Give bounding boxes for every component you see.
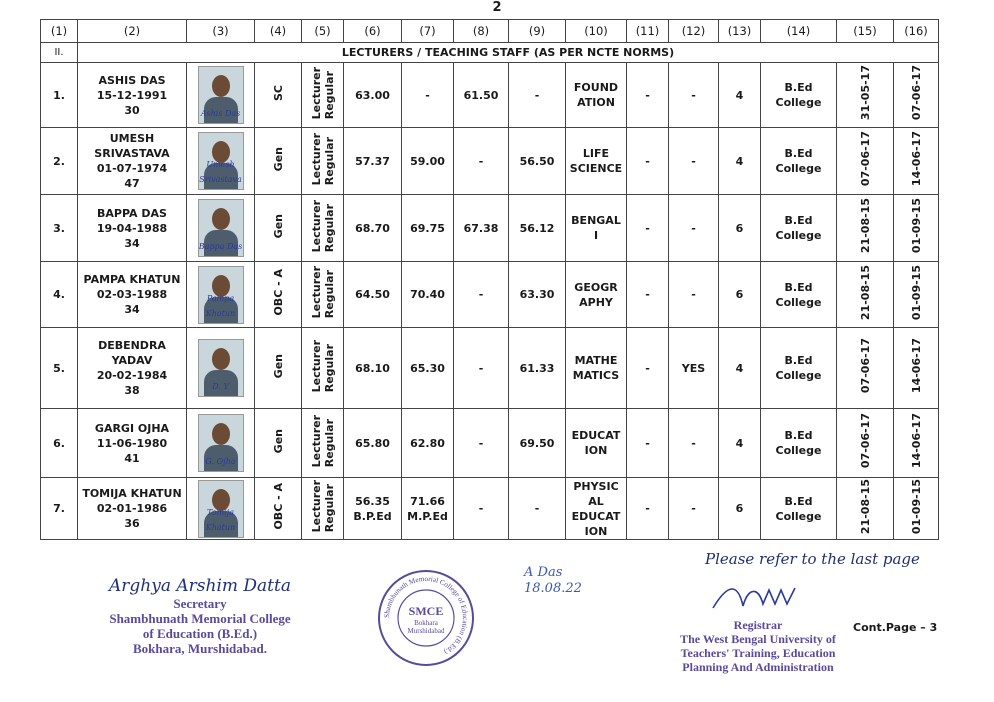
col16-cell bbox=[894, 409, 939, 478]
designation-line2: Regular bbox=[322, 136, 336, 186]
col13-cell: 6 bbox=[719, 262, 761, 328]
col9-cell: 63.30 bbox=[509, 262, 566, 328]
col11-cell: - bbox=[627, 195, 669, 262]
col7-cell bbox=[402, 409, 454, 478]
category-cell bbox=[255, 409, 302, 478]
col15-cell bbox=[837, 409, 894, 478]
subject-cell: GEOGR APHY bbox=[566, 262, 627, 328]
col8-cell: 61.50 bbox=[454, 63, 509, 128]
date-of-birth: 02-01-1986 bbox=[96, 502, 168, 515]
staff-photo bbox=[198, 199, 244, 257]
col15-cell bbox=[837, 128, 894, 195]
category-cell bbox=[255, 262, 302, 328]
col15-cell bbox=[837, 328, 894, 409]
col16-date: 01-09-15 bbox=[909, 198, 923, 254]
category: OBC - A bbox=[271, 483, 285, 530]
col8-cell: - bbox=[454, 128, 509, 195]
seal-line2: Bokhara bbox=[414, 619, 438, 627]
col16-date: 01-09-15 bbox=[909, 478, 923, 535]
page-number: 2 bbox=[492, 0, 502, 15]
col15-cell bbox=[837, 262, 894, 328]
secretary-signature-block bbox=[100, 576, 300, 656]
section-title: LECTURERS / TEACHING STAFF (AS PER NCTE NORMS) bbox=[78, 43, 939, 63]
seal-line3: Murshidabad bbox=[407, 627, 445, 635]
col14-line1: B.Ed bbox=[784, 214, 813, 227]
col12-cell: - bbox=[669, 128, 719, 195]
col9-cell: 61.33 bbox=[509, 328, 566, 409]
col16-date: 07-06-17 bbox=[909, 65, 923, 121]
photo-signature: Bappa Das bbox=[198, 242, 243, 251]
col6-cell bbox=[344, 478, 402, 540]
column-header: (14) bbox=[761, 20, 837, 43]
handwritten-initials-date bbox=[524, 565, 582, 597]
col8-cell: - bbox=[454, 262, 509, 328]
photo-signature: D. Y bbox=[212, 382, 229, 391]
photo-signature: Pampa Khatun bbox=[205, 293, 236, 318]
col7-cell bbox=[402, 478, 454, 540]
designation-cell bbox=[302, 63, 344, 128]
col13-cell: 6 bbox=[719, 478, 761, 540]
name-cell bbox=[78, 63, 187, 128]
staff-table bbox=[40, 19, 939, 540]
category: Gen bbox=[271, 353, 285, 379]
column-header-row bbox=[41, 20, 939, 43]
column-header: (11) bbox=[627, 20, 669, 43]
col13-cell: 4 bbox=[719, 328, 761, 409]
col9-cell: 56.50 bbox=[509, 128, 566, 195]
column-header: (12) bbox=[669, 20, 719, 43]
col14-line1: B.Ed bbox=[784, 429, 813, 442]
col11-cell: - bbox=[627, 63, 669, 128]
photo-cell bbox=[187, 478, 255, 540]
photo-cell bbox=[187, 328, 255, 409]
staff-name: BAPPA DAS bbox=[97, 206, 167, 220]
col12-cell: - bbox=[669, 262, 719, 328]
col14-line1: B.Ed bbox=[784, 81, 813, 94]
subject-cell: MATHE MATICS bbox=[566, 328, 627, 409]
name-cell bbox=[78, 328, 187, 409]
col9-cell: 56.12 bbox=[509, 195, 566, 262]
table-row bbox=[41, 409, 939, 478]
staff-name: GARGI OJHA bbox=[94, 421, 170, 435]
category: OBC - A bbox=[271, 269, 285, 316]
registrar-stamp bbox=[668, 618, 848, 674]
col14-line1: B.Ed bbox=[784, 494, 813, 508]
col12-cell: - bbox=[669, 409, 719, 478]
age: 30 bbox=[124, 103, 140, 117]
col7-value: 62.80 bbox=[410, 436, 445, 450]
date-of-birth: 19-04-1988 bbox=[96, 221, 168, 235]
designation-line1: Lecturer bbox=[309, 199, 323, 253]
designation-cell bbox=[302, 478, 344, 540]
col6-cell bbox=[344, 328, 402, 409]
col14-cell bbox=[761, 409, 837, 478]
col8-cell: - bbox=[454, 478, 509, 540]
col11-cell: - bbox=[627, 409, 669, 478]
col16-date: 14-06-17 bbox=[909, 413, 923, 469]
col16-date: 14-06-17 bbox=[909, 131, 923, 187]
category: SC bbox=[271, 85, 285, 101]
col12-cell: - bbox=[669, 63, 719, 128]
table-row bbox=[41, 478, 939, 540]
col12-cell: - bbox=[669, 195, 719, 262]
date-of-birth: 01-07-1974 bbox=[96, 162, 168, 175]
secretary-stamp-line2: Shambhunath Memorial College bbox=[109, 611, 291, 626]
staff-photo bbox=[198, 414, 244, 472]
col9-cell: - bbox=[509, 63, 566, 128]
col6-sub: B.P.Ed bbox=[353, 509, 392, 523]
col15-date: 21-08-15 bbox=[858, 198, 872, 254]
col6-cell bbox=[344, 63, 402, 128]
col14-line2: College bbox=[775, 444, 822, 457]
column-header: (9) bbox=[509, 20, 566, 43]
serial-cell: 2. bbox=[41, 128, 78, 195]
col15-cell bbox=[837, 195, 894, 262]
name-cell bbox=[78, 409, 187, 478]
col6-cell bbox=[344, 195, 402, 262]
name-cell bbox=[78, 128, 187, 195]
col6-value: 56.35 bbox=[355, 494, 390, 508]
photo-cell bbox=[187, 128, 255, 195]
col7-cell bbox=[402, 128, 454, 195]
col16-date: 14-06-17 bbox=[909, 338, 923, 394]
col14-cell bbox=[761, 63, 837, 128]
col7-value: 71.66 bbox=[410, 494, 445, 508]
col14-cell bbox=[761, 328, 837, 409]
col16-cell bbox=[894, 328, 939, 409]
table-row bbox=[41, 195, 939, 262]
col11-cell: - bbox=[627, 328, 669, 409]
subject-cell: EDUCAT ION bbox=[566, 409, 627, 478]
column-header: (1) bbox=[41, 20, 78, 43]
category: Gen bbox=[271, 213, 285, 239]
secretary-stamp-line3: of Education (B.Ed.) bbox=[142, 626, 258, 641]
name-cell bbox=[78, 195, 187, 262]
secretary-stamp-line4: Bokhara, Murshidabad. bbox=[132, 641, 267, 656]
col8-cell: 67.38 bbox=[454, 195, 509, 262]
col14-line2: College bbox=[775, 295, 822, 309]
seal-ring-text: Shambhunath Memorial College of Education (B.Ed.) bbox=[382, 574, 470, 656]
column-header: (16) bbox=[894, 20, 939, 43]
designation-cell bbox=[302, 409, 344, 478]
category: Gen bbox=[271, 146, 285, 172]
date-of-birth: 15-12-1991 bbox=[96, 88, 168, 102]
photo-cell bbox=[187, 63, 255, 128]
date-of-birth: 11-06-1980 bbox=[96, 436, 168, 450]
name-cell bbox=[78, 478, 187, 540]
designation-cell bbox=[302, 262, 344, 328]
serial-cell: 1. bbox=[41, 63, 78, 128]
designation-line1: Lecturer bbox=[309, 339, 323, 393]
column-header: (4) bbox=[255, 20, 302, 43]
serial-cell: 6. bbox=[41, 409, 78, 478]
col6-value: 68.70 bbox=[355, 221, 390, 235]
staff-name: ASHIS DAS bbox=[98, 73, 166, 87]
col16-cell bbox=[894, 63, 939, 128]
col11-cell: - bbox=[627, 262, 669, 328]
designation-line2: Regular bbox=[322, 203, 336, 253]
date-of-birth: 02-03-1988 bbox=[96, 288, 168, 301]
col8-cell: - bbox=[454, 409, 509, 478]
col7-value: 69.75 bbox=[410, 221, 445, 235]
col14-line2: College bbox=[775, 162, 822, 175]
age: 34 bbox=[124, 303, 140, 316]
col6-value: 63.00 bbox=[355, 88, 390, 102]
col12-cell: YES bbox=[669, 328, 719, 409]
age: 34 bbox=[124, 236, 140, 250]
col6-value: 57.37 bbox=[355, 154, 390, 168]
registrar-line2: Teachers' Training, Education bbox=[680, 646, 836, 660]
column-header: (7) bbox=[402, 20, 454, 43]
registrar-line1: The West Bengal University of bbox=[680, 632, 836, 646]
registrar-block bbox=[668, 578, 848, 674]
college-seal bbox=[376, 568, 476, 668]
table-row bbox=[41, 128, 939, 195]
col13-cell: 4 bbox=[719, 128, 761, 195]
col7-cell bbox=[402, 195, 454, 262]
age: 41 bbox=[124, 451, 140, 465]
serial-cell: 4. bbox=[41, 262, 78, 328]
name-cell bbox=[78, 262, 187, 328]
designation-line1: Lecturer bbox=[309, 414, 323, 468]
column-header: (2) bbox=[78, 20, 187, 43]
staff-photo bbox=[198, 66, 244, 124]
staff-name: DEBENDRA YADAV bbox=[98, 339, 166, 367]
col14-line1: B.Ed bbox=[784, 354, 813, 367]
col7-value: 59.00 bbox=[410, 154, 445, 168]
subject-cell: BENGAL I bbox=[566, 195, 627, 262]
staff-name: PAMPA KHATUN bbox=[83, 273, 181, 286]
col11-cell: - bbox=[627, 128, 669, 195]
col14-cell bbox=[761, 195, 837, 262]
col15-date: 31-05-17 bbox=[858, 65, 872, 121]
registrar-line3: Planning And Administration bbox=[682, 660, 834, 674]
designation-cell bbox=[302, 195, 344, 262]
col15-date: 07-06-17 bbox=[858, 131, 872, 187]
col11-cell: - bbox=[627, 478, 669, 540]
table-row bbox=[41, 63, 939, 128]
col15-date: 21-08-15 bbox=[858, 478, 872, 535]
age: 38 bbox=[124, 384, 140, 397]
seal-center-text: SMCE bbox=[408, 604, 444, 618]
photo-cell bbox=[187, 409, 255, 478]
secretary-stamp-line1: Secretary bbox=[173, 596, 227, 611]
col15-date: 07-06-17 bbox=[858, 413, 872, 469]
col16-cell bbox=[894, 478, 939, 540]
category: Gen bbox=[271, 428, 285, 454]
column-header: (10) bbox=[566, 20, 627, 43]
col6-cell bbox=[344, 409, 402, 478]
age: 36 bbox=[124, 517, 140, 530]
secretary-stamp bbox=[100, 596, 300, 656]
col14-cell bbox=[761, 478, 837, 540]
serial-cell: 3. bbox=[41, 195, 78, 262]
photo-signature: Umesh Srivastava bbox=[199, 160, 242, 184]
staff-name: TOMIJA KHATUN bbox=[82, 487, 182, 500]
photo-signature: G. Ojha bbox=[205, 457, 236, 466]
col16-cell bbox=[894, 195, 939, 262]
col14-line2: College bbox=[775, 369, 822, 382]
col6-value: 65.80 bbox=[355, 436, 390, 450]
category-cell bbox=[255, 128, 302, 195]
age: 47 bbox=[124, 177, 140, 190]
column-header: (5) bbox=[302, 20, 344, 43]
column-header: (6) bbox=[344, 20, 402, 43]
col7-cell bbox=[402, 328, 454, 409]
designation-line1: Lecturer bbox=[309, 480, 323, 533]
col6-cell bbox=[344, 262, 402, 328]
designation-line1: Lecturer bbox=[309, 132, 323, 186]
staff-photo bbox=[198, 132, 244, 190]
continuation-label: Cont.Page – 3 bbox=[853, 621, 938, 634]
designation-cell bbox=[302, 328, 344, 409]
col15-cell bbox=[837, 63, 894, 128]
staff-name: UMESH SRIVASTAVA bbox=[94, 132, 170, 160]
col7-value: 70.40 bbox=[410, 288, 445, 301]
designation-line1: Lecturer bbox=[309, 266, 323, 319]
col16-cell bbox=[894, 128, 939, 195]
secretary-signature: Arghya Arshim Datta bbox=[109, 576, 291, 596]
col7-value: 65.30 bbox=[410, 361, 445, 375]
staff-photo bbox=[198, 480, 244, 538]
handwritten-note: Please refer to the last page bbox=[705, 550, 920, 568]
col12-cell: - bbox=[669, 478, 719, 540]
col14-line1: B.Ed bbox=[784, 280, 813, 294]
col14-line1: B.Ed bbox=[784, 147, 813, 160]
col14-cell bbox=[761, 262, 837, 328]
designation-line2: Regular bbox=[322, 418, 336, 468]
col6-value: 64.50 bbox=[355, 288, 390, 301]
column-header: (3) bbox=[187, 20, 255, 43]
photo-signature: Tomija Khatun bbox=[205, 507, 236, 532]
col14-line2: College bbox=[775, 509, 822, 523]
col15-cell bbox=[837, 478, 894, 540]
designation-line2: Regular bbox=[322, 343, 336, 393]
photo-cell bbox=[187, 262, 255, 328]
handwritten-initials: A Das bbox=[524, 565, 563, 580]
col9-cell: 69.50 bbox=[509, 409, 566, 478]
category-cell bbox=[255, 478, 302, 540]
handwritten-date: 18.08.22 bbox=[524, 581, 582, 596]
col7-sub: M.P.Ed bbox=[407, 509, 448, 523]
designation-line1: Lecturer bbox=[309, 66, 323, 120]
table-row bbox=[41, 262, 939, 328]
staff-photo bbox=[198, 339, 244, 397]
section-number: II. bbox=[41, 43, 78, 63]
subject-cell: LIFE SCIENCE bbox=[566, 128, 627, 195]
col13-cell: 4 bbox=[719, 409, 761, 478]
col7-value: - bbox=[425, 88, 430, 102]
date-of-birth: 20-02-1984 bbox=[96, 369, 168, 382]
photo-cell bbox=[187, 195, 255, 262]
designation-cell bbox=[302, 128, 344, 195]
column-header: (8) bbox=[454, 20, 509, 43]
col7-cell bbox=[402, 63, 454, 128]
column-header: (15) bbox=[837, 20, 894, 43]
section-row bbox=[41, 43, 939, 63]
col8-cell: - bbox=[454, 328, 509, 409]
designation-line2: Regular bbox=[322, 70, 336, 120]
col14-line2: College bbox=[775, 229, 822, 242]
designation-line2: Regular bbox=[322, 270, 336, 319]
col14-line2: College bbox=[775, 96, 822, 109]
col6-value: 68.10 bbox=[355, 361, 390, 375]
column-header: (13) bbox=[719, 20, 761, 43]
col7-cell bbox=[402, 262, 454, 328]
col14-cell bbox=[761, 128, 837, 195]
col6-cell bbox=[344, 128, 402, 195]
col16-date: 01-09-15 bbox=[909, 264, 923, 321]
designation-line2: Regular bbox=[322, 484, 336, 533]
category-cell bbox=[255, 63, 302, 128]
registrar-signature bbox=[703, 578, 813, 614]
col15-date: 21-08-15 bbox=[858, 264, 872, 321]
col16-cell bbox=[894, 262, 939, 328]
col9-cell: - bbox=[509, 478, 566, 540]
category-cell bbox=[255, 195, 302, 262]
serial-cell: 7. bbox=[41, 478, 78, 540]
subject-cell: FOUND ATION bbox=[566, 63, 627, 128]
col13-cell: 6 bbox=[719, 195, 761, 262]
col13-cell: 4 bbox=[719, 63, 761, 128]
table-row bbox=[41, 328, 939, 409]
col15-date: 07-06-17 bbox=[858, 338, 872, 394]
photo-signature: Ashis Das bbox=[200, 109, 241, 118]
serial-cell: 5. bbox=[41, 328, 78, 409]
staff-photo bbox=[198, 266, 244, 324]
category-cell bbox=[255, 328, 302, 409]
registrar-title: Registrar bbox=[733, 618, 783, 632]
subject-cell: PHYSIC AL EDUCAT ION bbox=[566, 478, 627, 540]
